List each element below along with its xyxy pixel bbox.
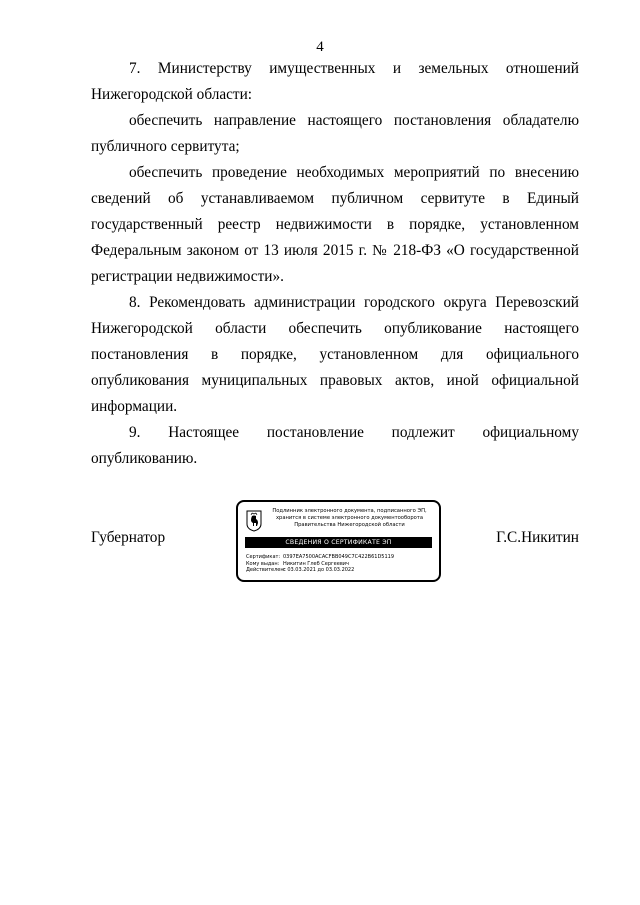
- paragraph-line: постановления в порядке, установленном для официального: [91, 346, 579, 363]
- paragraph-line: информации.: [91, 398, 178, 415]
- owner-label: Кому выдан:: [246, 560, 280, 567]
- paragraph-line: 7. Министерству имущественных и земельных отношений: [129, 60, 579, 77]
- owner-value: Никитин Глеб Сергеевич: [283, 560, 349, 567]
- paragraph-line: Нижегородской области обеспечить опубликование настоящего: [91, 320, 579, 337]
- paragraph-line: 8. Рекомендовать администрации городского округа Перевозский: [129, 294, 579, 311]
- paragraph-line: Нижегородской области:: [91, 86, 253, 103]
- paragraph-7-item-2: [91, 160, 579, 290]
- signer-title: Губернатор: [91, 529, 166, 546]
- page-number: 4: [316, 39, 324, 55]
- paragraph-line: обеспечить направление настоящего постановления обладателю: [129, 112, 579, 129]
- certificate-label: Сертификат:: [246, 554, 281, 560]
- validity-value: с 03.03.2021 до 03.03.2022: [283, 567, 355, 573]
- stamp-header-line: Подлинник электронного документа, подписанного ЭП,: [272, 508, 427, 514]
- paragraph-line: публичного сервитута;: [91, 138, 240, 155]
- paragraph-line: Федеральным законом от 13 июля 2015 г. № 218-ФЗ «О государственной: [91, 242, 579, 259]
- stamp-header: [264, 508, 435, 529]
- paragraph-line: государственный реестр недвижимости в порядке, установленном: [91, 216, 579, 233]
- paragraph-line: обеспечить проведение необходимых мероприятий по внесению: [129, 164, 579, 181]
- certificate-value: 0397EA7500ACACFBB049C7C422B61D5119: [283, 554, 395, 560]
- stamp-band-title: СВЕДЕНИЯ О СЕРТИФИКАТЕ ЭП: [245, 537, 432, 548]
- stamp-header-line: хранится в системе электронного документооборота: [275, 515, 424, 521]
- deer-emblem-icon: [246, 510, 262, 532]
- validity-label: Действителен:: [246, 567, 286, 573]
- paragraph-line: сведений об устанавливаемом публичном сервитуте в Единый: [91, 190, 579, 207]
- paragraph-7-item-1: [91, 108, 579, 160]
- paragraph-9: [91, 420, 579, 472]
- paragraph-line: регистрации недвижимости».: [91, 268, 284, 285]
- document-body: [91, 56, 579, 472]
- paragraph-line: опубликования муниципальных правовых актов, иной официальной: [91, 372, 579, 389]
- validity-row: [246, 567, 433, 574]
- paragraph-line: опубликованию.: [91, 450, 198, 467]
- paragraph-7: [91, 56, 579, 108]
- stamp-certificate-info: [246, 554, 433, 574]
- paragraph-line: 9. Настоящее постановление подлежит официальному: [129, 424, 579, 441]
- stamp-header-line: Правительства Нижегородской области: [294, 522, 405, 528]
- electronic-signature-stamp: [236, 500, 441, 582]
- paragraph-8: [91, 290, 579, 420]
- signer-name: Г.С.Никитин: [496, 529, 579, 546]
